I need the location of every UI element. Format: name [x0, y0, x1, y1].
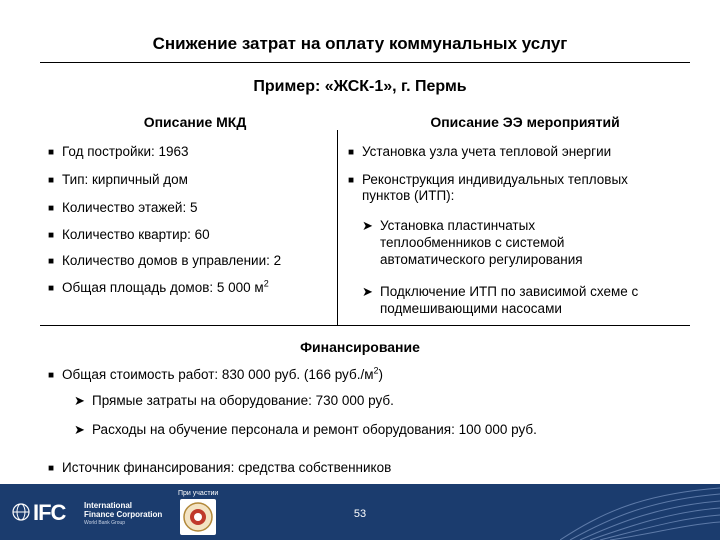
- list-item: ■ Реконструкция индивидуальных тепловых: [348, 172, 628, 187]
- bullet-icon: ■: [348, 147, 355, 158]
- arrow-bullet-icon: ➤: [362, 284, 373, 299]
- list-item: ■ Общая площадь домов: 5 000 $м^2$: [48, 278, 269, 295]
- list-item: ■ Количество домов в управлении: 2: [48, 253, 282, 268]
- list-item: ■ Год постройки: 1963: [48, 144, 189, 159]
- bullet-icon: ■: [48, 370, 55, 381]
- partner-block: [178, 490, 218, 497]
- list-item: ■ Установка узла учета тепловой энергии: [348, 144, 612, 159]
- bullet-icon: ■: [48, 230, 55, 241]
- ifc-name-line3: World Bank Group: [84, 520, 126, 526]
- bullet-icon: ■: [48, 147, 55, 158]
- right-column-heading: Описание ЭЭ мероприятий: [430, 114, 620, 130]
- bullet-icon: ■: [48, 175, 55, 186]
- sub-list-item: ➤ Подключение ИТП по зависимой схеме с: [362, 284, 639, 299]
- list-item: ■ Количество этажей: 5: [48, 200, 198, 215]
- ifc-logo: [12, 497, 162, 527]
- sub-list-item: ➤ Расходы на обучение персонала и ремонт оборудования: 100 000 руб.: [74, 422, 537, 437]
- sub-list-item-continuation: подмешивающими насосами: [380, 301, 562, 316]
- financing-divider: [40, 325, 690, 326]
- title-divider: [40, 62, 690, 63]
- bullet-icon: ■: [348, 175, 355, 186]
- left-column-heading: Описание МКД: [143, 114, 247, 130]
- bullet-icon: ■: [48, 256, 55, 267]
- emblem-icon: [180, 499, 216, 535]
- list-item: ■ Источник финансирования: средства собственников: [48, 460, 392, 475]
- financing-heading: Финансирование: [300, 339, 420, 355]
- ifc-name-line2: Finance Corporation: [84, 510, 163, 519]
- column-divider: [337, 130, 338, 325]
- list-item: ■ Тип: кирпичный дом: [48, 172, 188, 187]
- list-item: ■ Количество квартир: 60: [48, 227, 210, 242]
- partner-emblem: [180, 499, 216, 535]
- sub-list-item: ➤ Установка пластинчатых: [362, 218, 536, 233]
- sub-list-item: ➤ Прямые затраты на оборудование: 730 000 руб.: [74, 393, 394, 408]
- sub-list-item-continuation: теплообменников с системой: [380, 235, 565, 250]
- ifc-wordmark: IFC: [33, 500, 66, 525]
- bullet-icon: ■: [48, 463, 55, 474]
- slide-title: Снижение затрат на оплату коммунальных услуг: [152, 34, 568, 53]
- sub-list-item-continuation: автоматического регулирования: [380, 252, 583, 267]
- partner-label: При участии: [178, 490, 219, 497]
- arrow-bullet-icon: ➤: [362, 218, 373, 233]
- page-number: 53: [353, 508, 367, 520]
- slide-subtitle: Пример: «ЖСК-1», г. Пермь: [253, 78, 467, 95]
- list-item: ■ Общая стоимость работ: 830 000 руб. (166 $руб./м^2$): [48, 365, 383, 382]
- bullet-icon: ■: [48, 283, 55, 294]
- arrow-bullet-icon: ➤: [74, 393, 85, 408]
- footer-wave-decoration: [560, 484, 720, 540]
- ifc-name-line1: International: [84, 501, 133, 510]
- arrow-bullet-icon: ➤: [74, 422, 85, 437]
- globe-icon: [12, 503, 30, 521]
- list-item-continuation: пунктов (ИТП):: [362, 188, 455, 203]
- bullet-icon: ■: [48, 203, 55, 214]
